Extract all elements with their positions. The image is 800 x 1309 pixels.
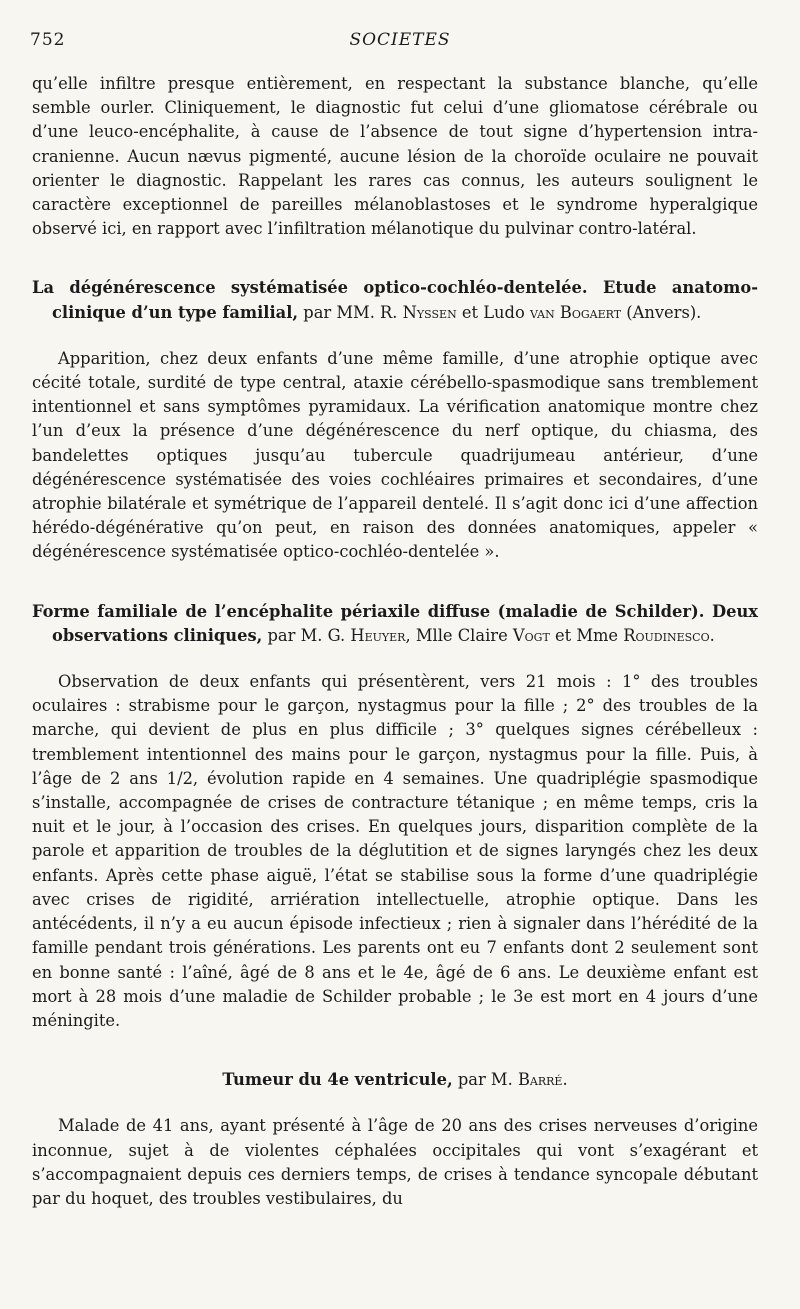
article-body: Malade de 41 ans, ayant présenté à l’âge de 20 ans des crises nerveuses d’origine inconnue, sujet à de violentes céphalées occipitales qui vont s’exagérant et s’accompagnaient depuis ces derniers temps, de crises à tendance syncopale débutant par du hoquet, des troubles vestibulaires, du: [32, 1116, 758, 1208]
article-title: Forme familiale de l’encéphalite périaxile diffuse (maladie de Schilder). Deux observations cliniques, par M. G. Heuyer, Mlle Claire Vogt et Mme Roudinesco.: [32, 601, 758, 645]
running-title: SOCIETES: [349, 30, 451, 50]
article-body: Observation de deux enfants qui présentèrent, vers 21 mois : 1° des troubles oculaires : strabisme pour le garçon, nystagmus pour la fille ; 2° des troubles de la marche, qui devient de plus en plus difficile ; 3° quelques signes cérébelleux : tremblement intentionnel des mains pour le garçon, nystagmus pour la fille. Puis, à l’âge de 2 ans 1/2, évolution rapide en 4 semaines. Une quadriplégie spasmodique s’installe, accompagnée de crises de contracture tétanique ; en même temps, cris la nuit et le jour, à l’occasion des crises. En quelques jours, disparition complète de la parole et apparition de troubles de la déglutition et de signes laryngés chez les deux enfants. Après cette phase aiguë, l’état se stabilise sous la forme d’une quadriplégie avec crises de rigidité, arriération intellectuelle, atrophie optique. Dans les antécédents, il n’y a eu aucun épisode infectieux ; rien à signaler dans l’hérédité de la famille pendant trois générations. Les parents ont eu 7 enfants dont 2 seulement sont en bonne santé : l’aîné, âgé de 8 ans et le 4e, âgé de 6 ans. Le deuxième enfant est mort à 28 mois d’une maladie de Schilder probable ; le 3e est mort en 4 jours d’une méningite.: [32, 672, 758, 1030]
article-body: Apparition, chez deux enfants d’une même famille, d’une atrophie optique avec cécité totale, surdité de type central, ataxie cérébello-spasmodique sans tremblement intentionnel et sans symptômes pyramidaux. La vérification anatomique montre chez l’un d’eux la présence d’une dégénérescence du nerf optique, du chiasma, des bandelettes optiques jusqu’au tubercule quadrijumeau antérieur, d’une dégénérescence systématisée des voies cochléaires primaires et secondaires, d’une atrophie bilatérale et symétrique de l’appareil dentelé. Il s’agit donc ici d’une affection hérédo-dégénérative qu’on peut, en raison des données anatomiques, appeler « dégénérescence systématisée optico-cochléo-dentelée ».: [32, 348, 758, 562]
article-title: La dégénérescence systématisée optico-cochléo-dentelée. Etude anatomo-clinique d’un type familial, par MM. R. Nyssen et Ludo van Bogaert (Anvers).: [32, 278, 758, 322]
article-title: Tumeur du 4e ventricule, par M. Barré.: [222, 1070, 568, 1090]
page-number: 752: [30, 30, 66, 50]
text-column: [32, 72, 758, 1211]
continuation-paragraph: qu’elle infiltre presque entièrement, en respectant la substance blanche, qu’elle semble ourler. Cliniquement, le diagnostic fut celui d’une gliomatose cérébrale ou d’une leuco-encéphalite, à cause de l’absence de tout signe d’hypertension intra-cranienne. Aucun nævus pigmenté, aucune lésion de la choroïde oculaire ne pouvait orienter le diagnostic. Rappelant les rares cas connus, les auteurs soulignent le caractère exceptionnel de pareilles mélanoblastoses et le syndrome hyperalgique observé ici, en rapport avec l’infiltration mélanotique du pulvinar contro-latéral.: [32, 74, 758, 239]
